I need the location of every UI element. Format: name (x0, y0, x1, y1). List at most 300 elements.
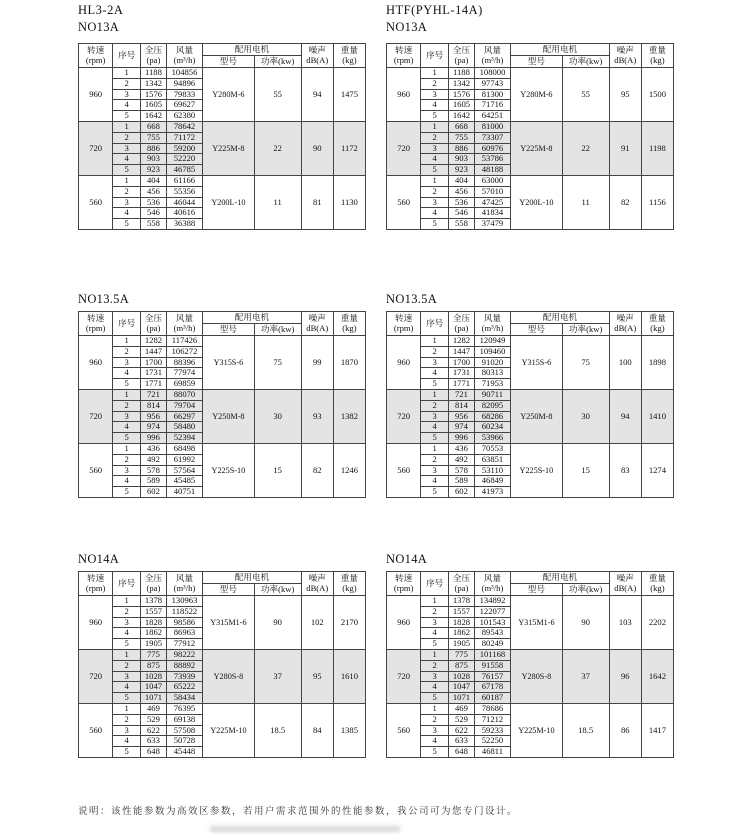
pressure-cell: 633 (141, 736, 167, 747)
noise-cell: 103 (609, 596, 641, 650)
pressure-cell: 775 (449, 649, 475, 660)
motor-power-cell: 22 (254, 121, 301, 175)
table-row (387, 175, 674, 186)
flow-cell: 48188 (474, 165, 510, 176)
pressure-cell: 1378 (449, 596, 475, 607)
seq-cell: 5 (421, 487, 449, 498)
performance-table (78, 43, 366, 230)
series-title-right: HTF(PYHL-14A) (386, 3, 483, 17)
header-flow-unit: (m³/h) (481, 582, 504, 593)
table-row (387, 121, 674, 132)
header-flow-label: 风量 (483, 313, 502, 323)
seq-cell: 4 (113, 628, 141, 639)
seq-cell: 5 (113, 165, 141, 176)
seq-cell: 2 (421, 606, 449, 617)
header-noise (301, 312, 333, 336)
seq-cell: 5 (421, 639, 449, 650)
header-motor-model: 型号 (203, 584, 254, 596)
pressure-cell: 1731 (141, 368, 167, 379)
header-motor-power: 功率(kw) (562, 56, 609, 68)
seq-cell: 3 (113, 89, 141, 100)
pressure-cell: 578 (141, 465, 167, 476)
table-header (79, 44, 366, 68)
pressure-cell: 1188 (141, 68, 167, 79)
header-speed-label: 转速 (395, 313, 413, 323)
pressure-cell: 814 (141, 400, 167, 411)
weight-cell: 1870 (333, 336, 365, 390)
speed-cell: 720 (387, 649, 421, 703)
flow-cell: 91020 (474, 357, 510, 368)
pressure-cell: 1731 (449, 368, 475, 379)
seq-cell: 2 (113, 454, 141, 465)
pressure-cell: 1771 (449, 379, 475, 390)
flow-cell: 46785 (166, 165, 202, 176)
flow-cell: 62380 (166, 111, 202, 122)
header-motor-power: 功率(kw) (562, 584, 609, 596)
header-weight-label: 重量 (648, 45, 666, 55)
speed-cell: 960 (79, 336, 113, 390)
header-seq (421, 572, 449, 596)
header-pressure-label: 全压 (144, 313, 163, 323)
weight-cell: 2202 (641, 596, 673, 650)
seq-cell: 3 (113, 617, 141, 628)
pressure-cell: 436 (141, 443, 167, 454)
pressure-cell: 1905 (449, 639, 475, 650)
flow-cell: 118522 (166, 606, 202, 617)
flow-cell: 78686 (474, 703, 510, 714)
header-weight-unit: (kg) (650, 54, 665, 65)
motor-model-cell: Y315S-6 (511, 336, 562, 390)
flow-cell: 81000 (474, 121, 510, 132)
flow-cell: 108000 (474, 68, 510, 79)
header-speed-label: 转速 (395, 45, 413, 55)
flow-cell: 47425 (474, 197, 510, 208)
pressure-cell: 1605 (141, 100, 167, 111)
table-header (387, 44, 674, 68)
seq-cell: 5 (421, 219, 449, 230)
header-flow-label: 风量 (175, 45, 194, 55)
seq-cell: 4 (113, 682, 141, 693)
weight-cell: 1156 (641, 175, 673, 229)
header-pressure-label: 全压 (144, 573, 163, 583)
flow-cell: 46849 (474, 476, 510, 487)
seq-cell: 5 (113, 219, 141, 230)
pressure-cell: 903 (141, 154, 167, 165)
seq-cell: 1 (113, 336, 141, 347)
motor-power-cell: 22 (562, 121, 609, 175)
pressure-cell: 721 (449, 389, 475, 400)
flow-cell: 57564 (166, 465, 202, 476)
motor-power-cell: 90 (562, 596, 609, 650)
motor-model-cell: Y200L-10 (203, 175, 254, 229)
flow-cell: 73939 (166, 671, 202, 682)
flow-cell: 88396 (166, 357, 202, 368)
flow-cell: 66297 (166, 411, 202, 422)
seq-cell: 2 (421, 660, 449, 671)
flow-cell: 71953 (474, 379, 510, 390)
header-seq-label: 序号 (118, 317, 136, 328)
flow-cell: 80313 (474, 368, 510, 379)
header-speed-label: 转速 (87, 45, 105, 55)
speed-cell: 720 (79, 389, 113, 443)
weight-cell: 1410 (641, 389, 673, 443)
header-pressure-label: 全压 (452, 573, 471, 583)
header-flow (166, 44, 202, 68)
header-motor: 配用电机 (203, 312, 302, 324)
noise-cell: 84 (301, 703, 333, 757)
header-weight-label: 重量 (648, 313, 666, 323)
motor-model-cell: Y280M-6 (511, 68, 562, 122)
flow-cell: 88070 (166, 389, 202, 400)
table-row (79, 443, 366, 454)
pressure-cell: 1905 (141, 639, 167, 650)
speed-cell: 560 (387, 443, 421, 497)
header-pressure-unit: (pa) (454, 54, 469, 65)
seq-cell: 1 (421, 596, 449, 607)
flow-cell: 71172 (166, 132, 202, 143)
header-flow-label: 风量 (175, 313, 194, 323)
flow-cell: 101543 (474, 617, 510, 628)
seq-cell: 5 (113, 747, 141, 758)
flow-cell: 120949 (474, 336, 510, 347)
weight-cell: 1610 (333, 649, 365, 703)
header-speed-unit: (rpm) (393, 322, 414, 333)
header-noise (301, 44, 333, 68)
weight-cell: 1274 (641, 443, 673, 497)
header-speed-unit: (rpm) (85, 582, 106, 593)
flow-cell: 79833 (166, 89, 202, 100)
motor-power-cell: 15 (562, 443, 609, 497)
flow-cell: 61992 (166, 454, 202, 465)
motor-model-cell: Y225M-10 (511, 703, 562, 757)
pressure-cell: 1342 (449, 78, 475, 89)
header-flow (474, 312, 510, 336)
footnote: 说明：该性能参数为高效区参数，若用户需求范围外的性能参数，我公司可为您专门设计。 (78, 806, 519, 817)
seq-cell: 3 (421, 89, 449, 100)
noise-cell: 93 (301, 389, 333, 443)
table-row (79, 336, 366, 347)
header-pressure-unit: (pa) (454, 582, 469, 593)
pressure-cell: 668 (449, 121, 475, 132)
pressure-cell: 602 (449, 487, 475, 498)
header-speed (387, 44, 421, 68)
motor-power-cell: 55 (562, 68, 609, 122)
seq-cell: 2 (113, 714, 141, 725)
header-flow (166, 572, 202, 596)
seq-cell: 1 (113, 596, 141, 607)
flow-cell: 36388 (166, 219, 202, 230)
seq-cell: 1 (113, 443, 141, 454)
seq-cell: 2 (113, 132, 141, 143)
header-weight-label: 重量 (340, 313, 358, 323)
motor-power-cell: 30 (254, 389, 301, 443)
speed-cell: 560 (79, 175, 113, 229)
header-weight (333, 312, 365, 336)
seq-cell: 4 (113, 100, 141, 111)
motor-power-cell: 30 (562, 389, 609, 443)
pressure-cell: 1557 (449, 606, 475, 617)
noise-cell: 82 (301, 443, 333, 497)
pressure-cell: 903 (449, 154, 475, 165)
motor-power-cell: 90 (254, 596, 301, 650)
flow-cell: 91558 (474, 660, 510, 671)
header-weight-unit: (kg) (342, 582, 357, 593)
seq-cell: 2 (421, 714, 449, 725)
seq-cell: 4 (421, 154, 449, 165)
speed-cell: 560 (79, 703, 113, 757)
performance-table (386, 311, 674, 498)
pressure-cell: 404 (141, 175, 167, 186)
pressure-cell: 886 (449, 143, 475, 154)
flow-cell: 122077 (474, 606, 510, 617)
noise-cell: 81 (301, 175, 333, 229)
header-speed (387, 312, 421, 336)
header-speed (79, 312, 113, 336)
flow-cell: 55356 (166, 186, 202, 197)
header-speed-label: 转速 (395, 573, 413, 583)
seq-cell: 2 (113, 186, 141, 197)
flow-cell: 82095 (474, 400, 510, 411)
flow-cell: 88892 (166, 660, 202, 671)
seq-cell: 5 (113, 111, 141, 122)
pressure-cell: 1447 (141, 346, 167, 357)
seq-cell: 4 (421, 476, 449, 487)
flow-cell: 130963 (166, 596, 202, 607)
seq-cell: 1 (421, 175, 449, 186)
flow-cell: 40616 (166, 208, 202, 219)
seq-cell: 3 (421, 197, 449, 208)
flow-cell: 76395 (166, 703, 202, 714)
flow-cell: 63851 (474, 454, 510, 465)
header-flow-label: 风量 (175, 573, 194, 583)
pressure-cell: 1700 (449, 357, 475, 368)
seq-cell: 1 (113, 649, 141, 660)
flow-cell: 73307 (474, 132, 510, 143)
header-speed (79, 572, 113, 596)
header-weight (333, 572, 365, 596)
header-weight-unit: (kg) (650, 322, 665, 333)
speed-cell: 560 (79, 443, 113, 497)
header-pressure (141, 44, 167, 68)
pressure-cell: 1342 (141, 78, 167, 89)
flow-cell: 98222 (166, 649, 202, 660)
seq-cell: 1 (421, 389, 449, 400)
pressure-cell: 492 (449, 454, 475, 465)
pressure-cell: 648 (141, 747, 167, 758)
flow-cell: 45485 (166, 476, 202, 487)
speed-cell: 560 (387, 175, 421, 229)
header-motor-model: 型号 (511, 324, 562, 336)
flow-cell: 70553 (474, 443, 510, 454)
pressure-cell: 956 (141, 411, 167, 422)
flow-cell: 40751 (166, 487, 202, 498)
flow-cell: 60234 (474, 422, 510, 433)
flow-cell: 86963 (166, 628, 202, 639)
pressure-cell: 1282 (449, 336, 475, 347)
pressure-cell: 589 (449, 476, 475, 487)
pressure-cell: 923 (449, 165, 475, 176)
noise-cell: 94 (301, 68, 333, 122)
weight-cell: 1417 (641, 703, 673, 757)
performance-table (386, 571, 674, 758)
seq-cell: 3 (421, 465, 449, 476)
header-noise-unit: dB(A) (614, 54, 637, 65)
noise-cell: 91 (609, 121, 641, 175)
header-motor-model: 型号 (511, 584, 562, 596)
flow-cell: 98586 (166, 617, 202, 628)
header-motor-model: 型号 (203, 56, 254, 68)
model-title: NO14A (78, 552, 120, 566)
header-seq (113, 44, 141, 68)
seq-cell: 3 (421, 411, 449, 422)
seq-cell: 4 (421, 368, 449, 379)
pressure-cell: 1071 (141, 693, 167, 704)
pressure-cell: 1700 (141, 357, 167, 368)
header-motor-model: 型号 (203, 324, 254, 336)
motor-model-cell: Y250M-8 (511, 389, 562, 443)
weight-cell: 1198 (641, 121, 673, 175)
header-noise (609, 312, 641, 336)
pressure-cell: 1188 (449, 68, 475, 79)
pressure-cell: 886 (141, 143, 167, 154)
seq-cell: 1 (421, 68, 449, 79)
pressure-cell: 1576 (449, 89, 475, 100)
flow-cell: 69859 (166, 379, 202, 390)
header-motor-power: 功率(kw) (562, 324, 609, 336)
flow-cell: 46044 (166, 197, 202, 208)
pressure-cell: 875 (449, 660, 475, 671)
seq-cell: 4 (113, 422, 141, 433)
header-noise-label: 噪声 (616, 573, 634, 583)
model-title: NO13A (386, 20, 428, 34)
header-noise-unit: dB(A) (614, 582, 637, 593)
flow-cell: 52220 (166, 154, 202, 165)
seq-cell: 5 (113, 487, 141, 498)
header-noise (301, 572, 333, 596)
header-noise-label: 噪声 (308, 573, 326, 583)
performance-table (78, 311, 366, 498)
seq-cell: 5 (113, 639, 141, 650)
pressure-cell: 1828 (449, 617, 475, 628)
header-pressure-unit: (pa) (146, 322, 161, 333)
seq-cell: 2 (113, 346, 141, 357)
seq-cell: 3 (113, 197, 141, 208)
motor-model-cell: Y315M1-6 (203, 596, 254, 650)
flow-cell: 46811 (474, 747, 510, 758)
flow-cell: 52250 (474, 736, 510, 747)
header-noise-unit: dB(A) (306, 322, 329, 333)
seq-cell: 3 (421, 725, 449, 736)
header-motor: 配用电机 (511, 312, 610, 324)
speed-cell: 960 (387, 596, 421, 650)
header-seq (113, 312, 141, 336)
table-row (387, 336, 674, 347)
header-flow (166, 312, 202, 336)
seq-cell: 5 (113, 379, 141, 390)
pressure-cell: 456 (141, 186, 167, 197)
weight-cell: 1172 (333, 121, 365, 175)
flow-cell: 77912 (166, 639, 202, 650)
pressure-cell: 1028 (449, 671, 475, 682)
header-weight (641, 572, 673, 596)
model-title: NO13.5A (386, 292, 438, 306)
speed-cell: 960 (79, 596, 113, 650)
pressure-cell: 648 (449, 747, 475, 758)
flow-cell: 68498 (166, 443, 202, 454)
seq-cell: 1 (421, 703, 449, 714)
pressure-cell: 1862 (449, 628, 475, 639)
performance-table (78, 571, 366, 758)
seq-cell: 1 (421, 443, 449, 454)
pressure-cell: 1282 (141, 336, 167, 347)
seq-cell: 4 (113, 736, 141, 747)
seq-cell: 3 (113, 143, 141, 154)
motor-power-cell: 15 (254, 443, 301, 497)
noise-cell: 95 (609, 68, 641, 122)
flow-cell: 52394 (166, 433, 202, 444)
table-row (387, 596, 674, 607)
header-weight-unit: (kg) (650, 582, 665, 593)
pressure-cell: 469 (141, 703, 167, 714)
seq-cell: 2 (113, 660, 141, 671)
header-speed-label: 转速 (87, 573, 105, 583)
motor-power-cell: 18.5 (562, 703, 609, 757)
pressure-cell: 996 (141, 433, 167, 444)
seq-cell: 4 (113, 154, 141, 165)
weight-cell: 1382 (333, 389, 365, 443)
header-speed-label: 转速 (87, 313, 105, 323)
pressure-cell: 1828 (141, 617, 167, 628)
motor-model-cell: Y250M-8 (203, 389, 254, 443)
motor-power-cell: 75 (254, 336, 301, 390)
flow-cell: 41834 (474, 208, 510, 219)
table-header (79, 312, 366, 336)
header-motor: 配用电机 (511, 44, 610, 56)
flow-cell: 45448 (166, 747, 202, 758)
table-row (387, 389, 674, 400)
motor-model-cell: Y225S-10 (511, 443, 562, 497)
flow-cell: 117426 (166, 336, 202, 347)
seq-cell: 3 (421, 357, 449, 368)
motor-power-cell: 11 (562, 175, 609, 229)
model-title: NO14A (386, 552, 428, 566)
flow-cell: 58480 (166, 422, 202, 433)
header-noise-unit: dB(A) (614, 322, 637, 333)
flow-cell: 109460 (474, 346, 510, 357)
noise-cell: 100 (609, 336, 641, 390)
motor-model-cell: Y225M-8 (203, 121, 254, 175)
header-pressure-label: 全压 (452, 45, 471, 55)
header-pressure-label: 全压 (452, 313, 471, 323)
seq-cell: 4 (421, 422, 449, 433)
header-seq-label: 序号 (426, 317, 444, 328)
motor-model-cell: Y280S-8 (511, 649, 562, 703)
header-pressure (449, 312, 475, 336)
seq-cell: 1 (421, 121, 449, 132)
flow-cell: 79704 (166, 400, 202, 411)
flow-cell: 65222 (166, 682, 202, 693)
pressure-cell: 1605 (449, 100, 475, 111)
speed-cell: 720 (79, 649, 113, 703)
header-noise-unit: dB(A) (306, 582, 329, 593)
flow-cell: 53110 (474, 465, 510, 476)
seq-cell: 4 (421, 736, 449, 747)
seq-cell: 5 (421, 379, 449, 390)
flow-cell: 69138 (166, 714, 202, 725)
flow-cell: 94896 (166, 78, 202, 89)
header-pressure-unit: (pa) (146, 582, 161, 593)
pressure-cell: 1071 (449, 693, 475, 704)
